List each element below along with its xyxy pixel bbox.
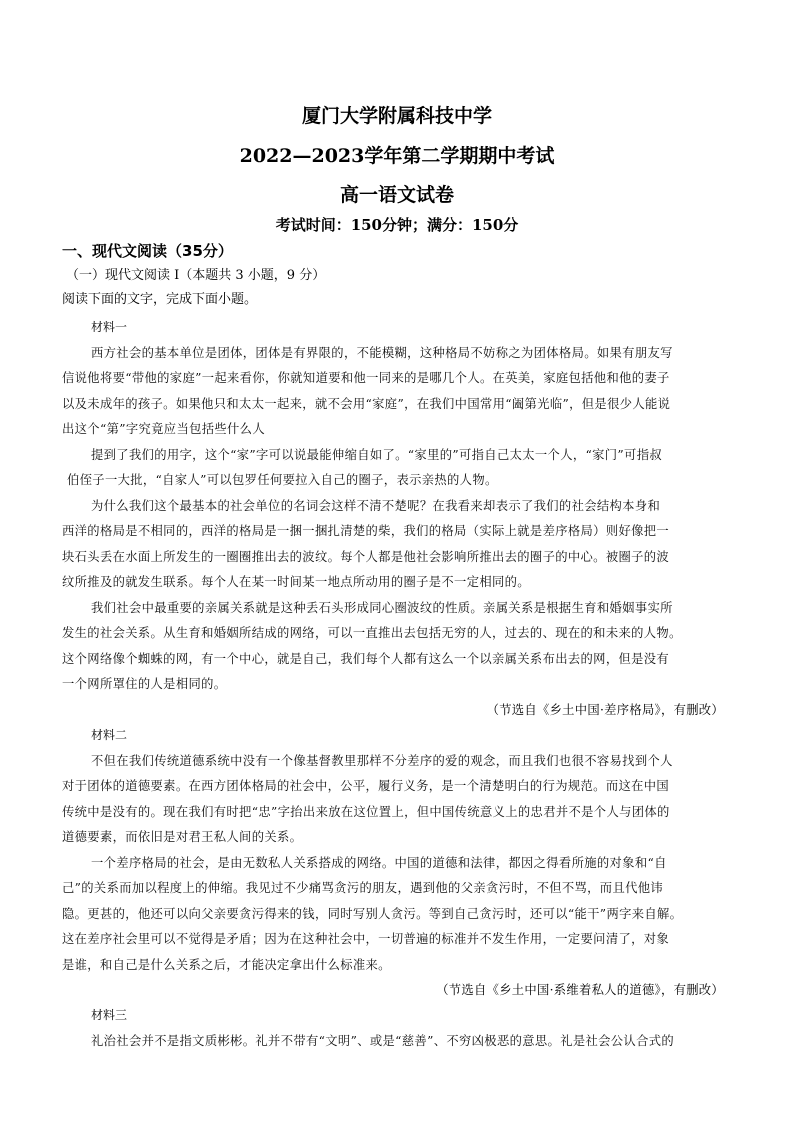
- text-line: 对于团体的道德要素。在西方团体格局的社会中，公平，履行义务，是一个清楚明白的行为规范。而这在中国: [62, 779, 670, 793]
- text-line: 纹所推及的就发生联系。每个人在某一时间某一地点所动用的圈子是不一定相同的。: [62, 575, 530, 589]
- material-3-label: 材料三: [91, 1008, 128, 1022]
- text-line: 发生的社会关系。从生育和婚姻所结成的网络，可以一直推出去包括无穷的人，过去的、现在的和未来的人物。: [62, 626, 682, 640]
- text-line: 一个差序格局的社会，是由无数私人关系搭成的网络。中国的道德和法律，都因之得看所施的对象和“自: [91, 856, 667, 870]
- text-line: 不但在我们传统道德系统中没有一个像基督教里那样不分差序的爱的观念，而且我们也很不容易找到个人: [91, 754, 673, 768]
- text-line: 以及未成年的孩子。如果他只和太太一起来，就不会用“家庭”，在我们中国常用“阖第光临”，但是很少人能说: [62, 397, 671, 411]
- exam-title: 2022—2023学年第二学期期中考试: [239, 145, 555, 167]
- text-line: 出这个“第”字究竟应当包括些什么人: [62, 422, 265, 436]
- material-1-label: 材料一: [91, 320, 128, 334]
- text-line: 我们社会中最重要的亲属关系就是这种丢石头形成同心圈波纹的性质。亲属关系是根据生育和婚姻事实所: [91, 601, 673, 615]
- material-2-label: 材料二: [91, 728, 128, 742]
- text-line: 为什么我们这个最基本的社会单位的名词会这样不清不楚呢？在我看来却表示了我们的社会结构本身和: [91, 499, 661, 513]
- text-line: 这在差序社会里可以不觉得是矛盾；因为在这种社会中，一切普遍的标准并不发生作用，一定要问清了，对象: [62, 932, 670, 946]
- text-line: 是谁，和自己是什么关系之后，才能决定拿出什么标准来。: [62, 958, 391, 972]
- text-line: 传统中是没有的。现在我们有时把“忠”字抬出来放在这位置上，但中国传统意义上的忠君并不是个人与团体的: [62, 805, 670, 819]
- section-subtitle: （一）现代文阅读 I（本题共 3 小题，9 分）: [66, 268, 326, 283]
- text-line: 提到了我们的用字，这个“家”字可以说最能伸缩自如了。“家里的”可指自己太太一个人，“家门”可指叔: [91, 448, 662, 462]
- text-line: 一个网所罩住的人是相同的。: [62, 677, 227, 691]
- text-line: 西洋的格局是不相同的，西洋的格局是一捆一捆扎清楚的柴，我们的格局（实际上就是差序格局）则好像把一: [62, 524, 670, 538]
- text-line: 己”的关系而加以程度上的伸缩。我见过不少痛骂贪污的朋友，遇到他的父亲贪污时，不但不骂，而且代他讳: [62, 881, 664, 895]
- text-line: 道德要素，而依旧是对君王私人间的关系。: [62, 830, 303, 844]
- text-line: 信说他将要“带他的家庭”一起来看你，你就知道要和他一同来的是哪几个人。在英美，家庭包括他和他的妻子: [62, 371, 670, 385]
- school-title: 厦门大学附属科技中学: [301, 105, 492, 127]
- text-line: 隐。更甚的，他还可以向父亲要贪污得来的钱，同时写别人贪污。等到自己贪污时，还可以“能干”两字来自解。: [62, 907, 683, 921]
- text-line: 西方社会的基本单位是团体，团体是有界限的，不能模糊，这种格局不妨称之为团体格局。如果有朋友写: [91, 346, 673, 360]
- text-line: 块石头丢在水面上所发生的一圈圈推出去的波纹。每个人都是他社会影响所推出去的圈子的中心。被圈子的波: [62, 550, 670, 564]
- time-score: 考试时间：150分钟；满分：150分: [275, 216, 519, 234]
- section-title: 一、现代文阅读（35分）: [62, 242, 233, 260]
- paper-title: 高一语文试卷: [339, 184, 454, 206]
- text-line: 这个网络像个蜘蛛的网，有一个中心，就是自己，我们每个人都有这么一个以亲属关系布出去的网，但是没有: [62, 652, 670, 666]
- text-line: 礼治社会并不是指文质彬彬。礼并不带有“文明”、或是“慈善”、不穷凶极恶的意思。礼是社会公认合式的: [91, 1034, 675, 1048]
- source-citation: （节选自《乡土中国·差序格局》，有删改）: [486, 703, 724, 717]
- instruction: 阅读下面的文字，完成下面小题。: [62, 292, 258, 307]
- source-citation: （节选自《乡土中国·系维着私人的道德》，有删改）: [436, 983, 724, 997]
- text-line: 伯侄子一大批，“自家人”可以包罗任何要拉入自己的圈子，表示亲热的人物。: [67, 473, 498, 487]
